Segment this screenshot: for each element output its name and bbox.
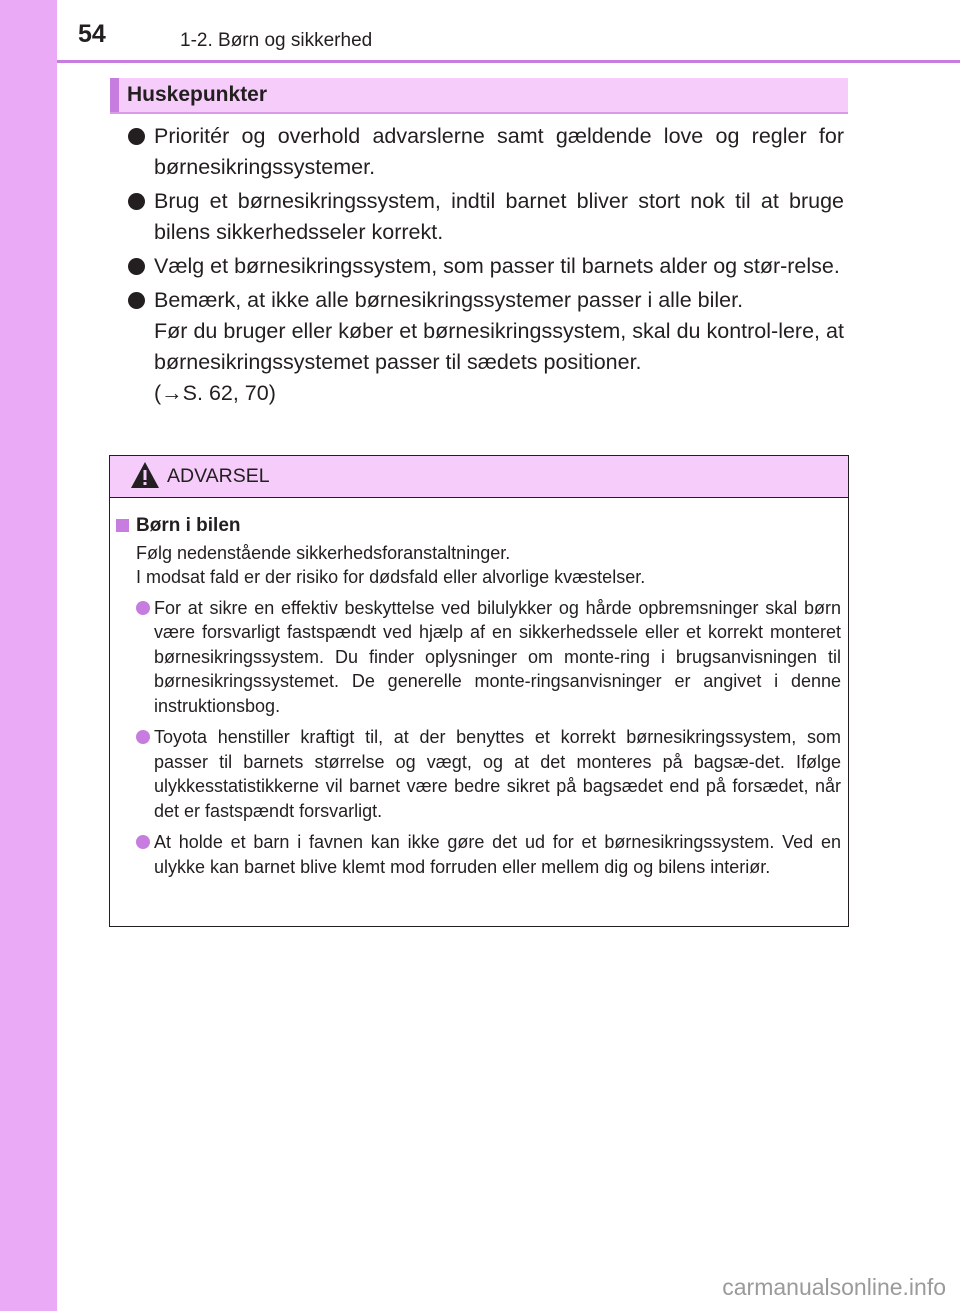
bullet-icon (128, 292, 145, 309)
tips-heading-accent (110, 78, 119, 112)
tip-text: Vælg et børnesikringssystem, som passer til barnets alder og stør-relse. (154, 254, 840, 278)
warning-item (116, 596, 841, 719)
tips-heading (110, 78, 848, 114)
warning-item-text: Toyota henstiller kraftigt til, at der benyttes et korrekt børnesikringssystem, som passer til barnets størrelse og vægt, og at det monteres på bagsæ-det. Ifølge ulykkesstatistikkerne vil barnet være bedre sikret på bagsædet end på forsædet, når det er fastspændt forsvarligt. (154, 727, 841, 821)
tip-item (128, 285, 844, 409)
bullet-icon (128, 193, 145, 210)
tip-item (128, 186, 844, 248)
warning-label: ADVARSEL (167, 465, 270, 487)
warning-item-text: At holde et barn i favnen kan ikke gøre det ud for et børnesikringssystem. Ved en ulykke kan barnet blive klemt mod forruden eller mellem dig og bilens interiør. (154, 832, 841, 877)
warning-item (116, 725, 841, 823)
warning-item-text: For at sikre en effektiv beskyttelse ved bilulykker og hårde opbremsninger skal børn være forsvarligt fastspændt ved hjælp af en sikkerhedssele eller et korrekt monteret børnesikringssystem. Du finder oplysninger om monte-ring i brugsanvisningen til børnesikringssystemet. De generelle monte-ringsanvisninger er angivet i denne instruktionsbog. (154, 597, 841, 716)
tip-text: Før du bruger eller køber et børnesikringssystem, skal du kontrol-lere, at børnesikringssystemet passer til sædets positioner. (154, 319, 844, 374)
warning-subheading-text: Børn i bilen (136, 515, 241, 536)
warning-intro (116, 541, 841, 590)
warning-triangle-icon (130, 461, 160, 489)
warning-subheading (116, 514, 841, 539)
tip-item (128, 251, 844, 282)
square-bullet-icon (116, 519, 129, 532)
tip-text: Prioritér og overhold advarslerne samt gældende love og regler for børnesikringssystemer. (154, 124, 844, 179)
bullet-icon (128, 128, 145, 145)
tips-list (128, 121, 844, 412)
chapter-title: 1-2. Børn og sikkerhed (180, 30, 373, 51)
tip-item (128, 121, 844, 183)
warning-box (109, 455, 849, 927)
warning-body (116, 514, 841, 886)
dot-bullet-icon (136, 730, 150, 744)
tip-text: Bemærk, at ikke alle børnesikringssystemer passer i alle biler. (154, 288, 744, 312)
warning-header (110, 456, 848, 498)
warning-intro-line: I modsat fald er der risiko for dødsfald eller alvorlige kvæstelser. (136, 567, 646, 587)
warning-item (116, 830, 841, 879)
dot-bullet-icon (136, 601, 150, 615)
warning-intro-line: Følg nedenstående sikkerhedsforanstaltninger. (136, 542, 511, 563)
side-tab-bar (0, 0, 57, 1311)
tips-heading-title: Huskepunkter (127, 83, 268, 106)
watermark-text: carmanualsonline.info (722, 1274, 946, 1300)
page-reference-link[interactable]: (→S. 62, 70) (154, 381, 276, 405)
dot-bullet-icon (136, 835, 150, 849)
page-number: 54 (78, 20, 106, 48)
bullet-icon (128, 258, 145, 275)
header-rule (57, 60, 960, 63)
tip-text: Brug et børnesikringssystem, indtil barnet bliver stort nok til at bruge bilens sikkerhedsseler korrekt. (154, 189, 844, 244)
